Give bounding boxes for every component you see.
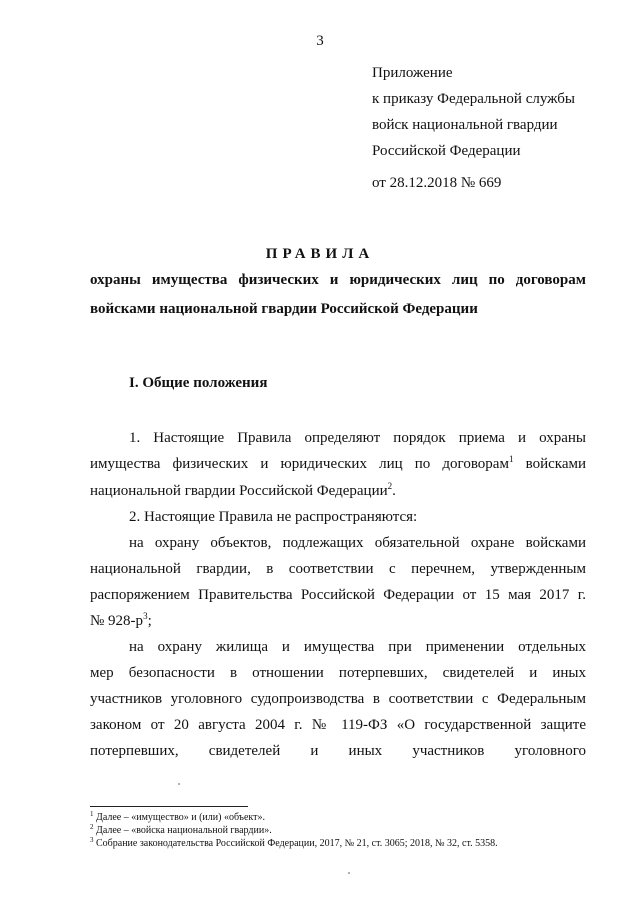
- footnote-text: Далее – «имущество» и (или) «объект».: [93, 812, 265, 823]
- body-text-line: 1. Настоящие Правила определяют порядок приема и охраны: [129, 430, 586, 446]
- footnote-text: Далее – «войска национальной гвардии».: [93, 825, 272, 836]
- footnote-ref: 1: [508, 454, 514, 464]
- body-text-line: на охрану жилища и имущества при применении отдельных: [129, 639, 586, 655]
- document-subtitle-line: охраны имущества физических и юридических лиц по договорам: [90, 272, 586, 288]
- text-fragment: имущества физических и юридических лиц по договорам: [90, 456, 509, 472]
- body-text-line: распоряжением Правительства Российской Федерации от 15 мая 2017 г.: [90, 587, 586, 603]
- footnote: [90, 838, 498, 849]
- appendix-line: войск национальной гвардии: [372, 117, 558, 133]
- scan-speck: [348, 872, 350, 874]
- body-text-line: мер безопасности в отношении потерпевших, свидетелей и иных: [90, 665, 586, 681]
- body-text-line: 2. Настоящие Правила не распространяются:: [129, 509, 418, 525]
- body-text-line: участников уголовного судопроизводства в соответствии с Федеральным: [90, 691, 586, 707]
- appendix-line: к приказу Федеральной службы: [372, 91, 576, 107]
- footnote-divider: [90, 806, 248, 807]
- body-text-line: [90, 611, 586, 631]
- footnote: [90, 812, 265, 823]
- footnote: [90, 825, 272, 836]
- footnote-mark: 2: [90, 823, 94, 831]
- footnote-mark: 3: [90, 836, 94, 844]
- text-fragment: национальной гвардии Российской Федерации: [90, 483, 388, 499]
- body-text-line: потерпевших, свидетелей и иных участников уголовного: [90, 743, 586, 759]
- appendix-line: Российской Федерации: [372, 143, 521, 159]
- appendix-date: от 28.12.2018 № 669: [372, 175, 502, 191]
- scan-speck: [178, 783, 180, 785]
- page-number: 3: [316, 33, 324, 49]
- footnote-ref: 3: [143, 611, 148, 621]
- text-fragment: войсками: [513, 456, 587, 472]
- footnote-mark: 1: [90, 810, 94, 818]
- body-text-line: [90, 481, 586, 501]
- document-title: ПРАВИЛА: [265, 246, 375, 262]
- body-text-line: национальной гвардии, в соответствии с перечнем, утвержденным: [90, 561, 586, 577]
- body-text-line: законом от 20 августа 2004 г. № 119-ФЗ «О государственной защите: [90, 717, 586, 733]
- appendix-block: [372, 62, 634, 198]
- footnote-ref: 2: [387, 481, 393, 491]
- section-heading: I. Общие положения: [129, 375, 268, 391]
- body-text-line: на охрану объектов, подлежащих обязательной охране войсками: [129, 535, 586, 551]
- text-fragment: № 928-р: [90, 613, 144, 629]
- document-subtitle-line: войсками национальной гвардии Российской Федерации: [90, 301, 478, 317]
- footnote-text: Собрание законодательства Российской Федерации, 2017, № 21, ст. 3065; 2018, № 32, ст. 5358.: [93, 838, 498, 849]
- text-fragment: .: [392, 483, 396, 499]
- text-fragment: ;: [147, 613, 152, 629]
- body-text-line: [90, 454, 586, 474]
- appendix-line: Приложение: [372, 65, 453, 81]
